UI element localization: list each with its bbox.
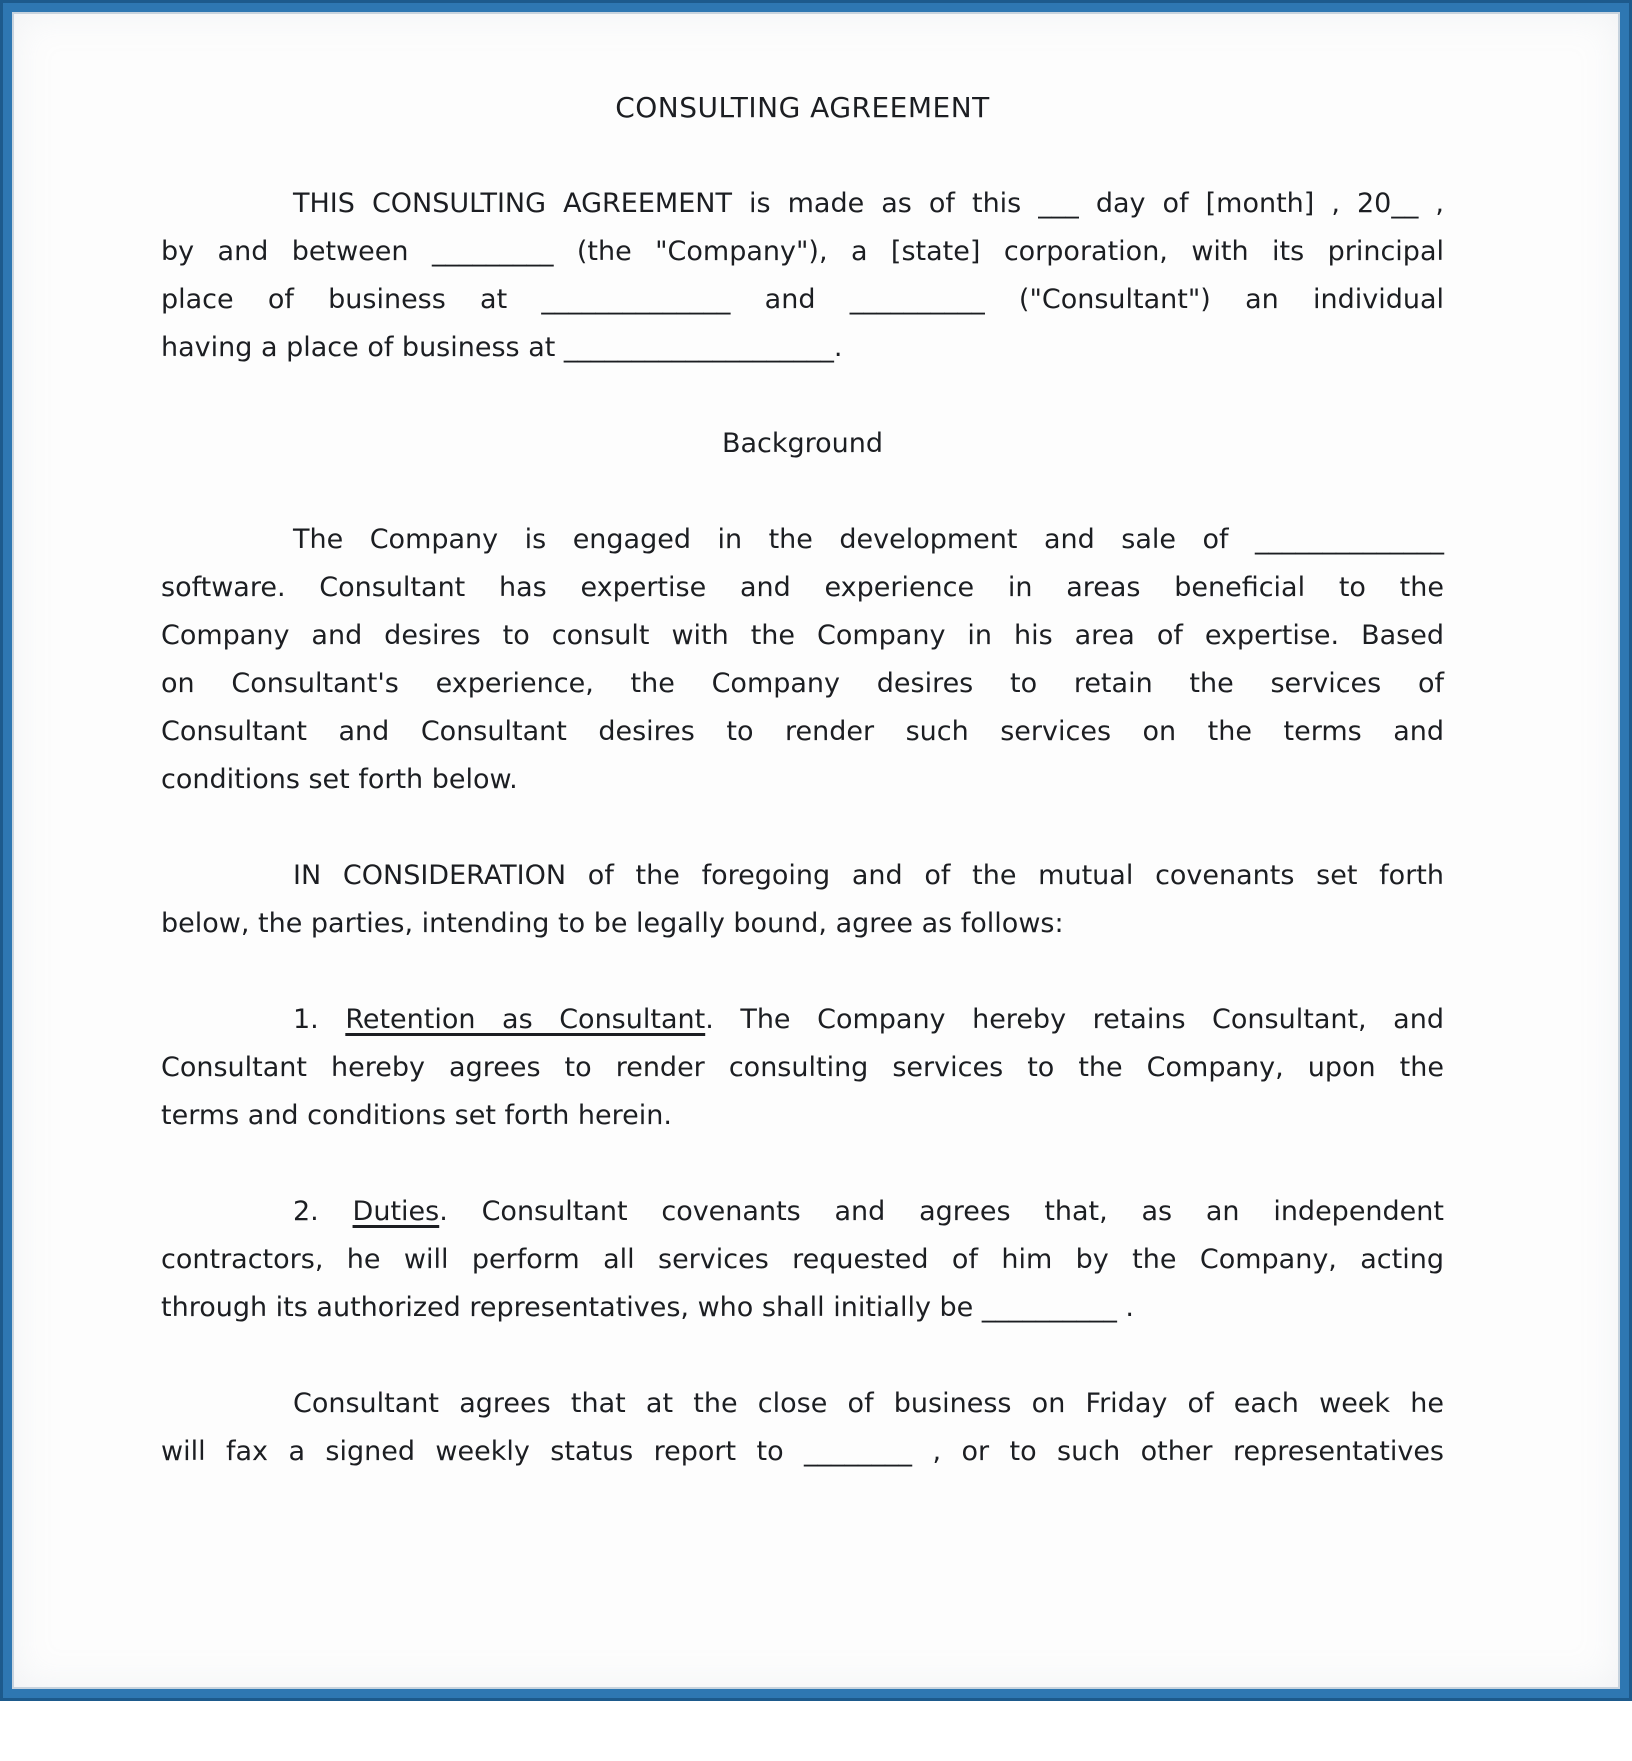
retention-line-3: terms and conditions set forth herein. xyxy=(161,1100,672,1131)
background-line-4: on Consultant's experience, the Company desires to retain the services of xyxy=(161,668,1444,699)
duties-line-1 xyxy=(161,1188,1444,1236)
clause-2-text: . Consultant covenants and agrees that, as an independent xyxy=(439,1196,1444,1227)
intro-line-3: place of business at ______________ and __________ ("Consultant") an individual xyxy=(161,284,1444,315)
consideration-line-1: IN CONSIDERATION of the foregoing and of the mutual covenants set forth xyxy=(293,860,1444,891)
consideration-paragraph xyxy=(161,852,1444,948)
intro-line-2: by and between _________ (the "Company"), a [state] corporation, with its principal xyxy=(161,236,1444,267)
clause-2-number: 2. xyxy=(293,1196,319,1227)
background-paragraph xyxy=(161,516,1444,804)
clause-2-title: Duties xyxy=(352,1196,440,1227)
consideration-line-2: below, the parties, intending to be legally bound, agree as follows: xyxy=(161,908,1064,939)
clause-1-retention xyxy=(161,996,1444,1140)
intro-line-4: having a place of business at ____________________. xyxy=(161,332,843,363)
clause-2-duties xyxy=(161,1188,1444,1332)
intro-line-1: THIS CONSULTING AGREEMENT is made as of this ___ day of [month] , 20__ , xyxy=(293,188,1444,219)
document-page xyxy=(12,84,1620,1761)
background-line-2: software. Consultant has expertise and experience in areas beneficial to the xyxy=(161,572,1444,603)
weekly-report-paragraph xyxy=(161,1380,1444,1476)
retention-line-1 xyxy=(161,996,1444,1044)
background-line-1: The Company is engaged in the development and sale of ______________ xyxy=(293,524,1444,555)
intro-paragraph xyxy=(161,180,1444,372)
clause-1-number: 1. xyxy=(293,1004,319,1035)
clause-1-title: Retention as Consultant xyxy=(345,1004,706,1035)
weekly-report-line-2: will fax a signed weekly status report to ________ , or to such other representatives xyxy=(161,1436,1444,1467)
weekly-report-line-1: Consultant agrees that at the close of business on Friday of each week he xyxy=(293,1388,1444,1419)
document-border-inner xyxy=(3,3,1629,1698)
background-line-5: Consultant and Consultant desires to render such services on the terms and xyxy=(161,716,1444,747)
background-heading: Background xyxy=(721,428,884,459)
duties-line-3: through its authorized representatives, who shall initially be __________ . xyxy=(161,1292,1135,1323)
clause-1-text: . The Company hereby retains Consultant, and xyxy=(705,1004,1444,1035)
background-line-6: conditions set forth below. xyxy=(161,764,518,795)
duties-line-2: contractors, he will perform all services requested of him by the Company, acting xyxy=(161,1244,1444,1275)
document-title: CONSULTING AGREEMENT xyxy=(615,91,990,124)
retention-line-2: Consultant hereby agrees to render consulting services to the Company, upon the xyxy=(161,1052,1444,1083)
background-line-3: Company and desires to consult with the Company in his area of expertise. Based xyxy=(161,620,1444,651)
